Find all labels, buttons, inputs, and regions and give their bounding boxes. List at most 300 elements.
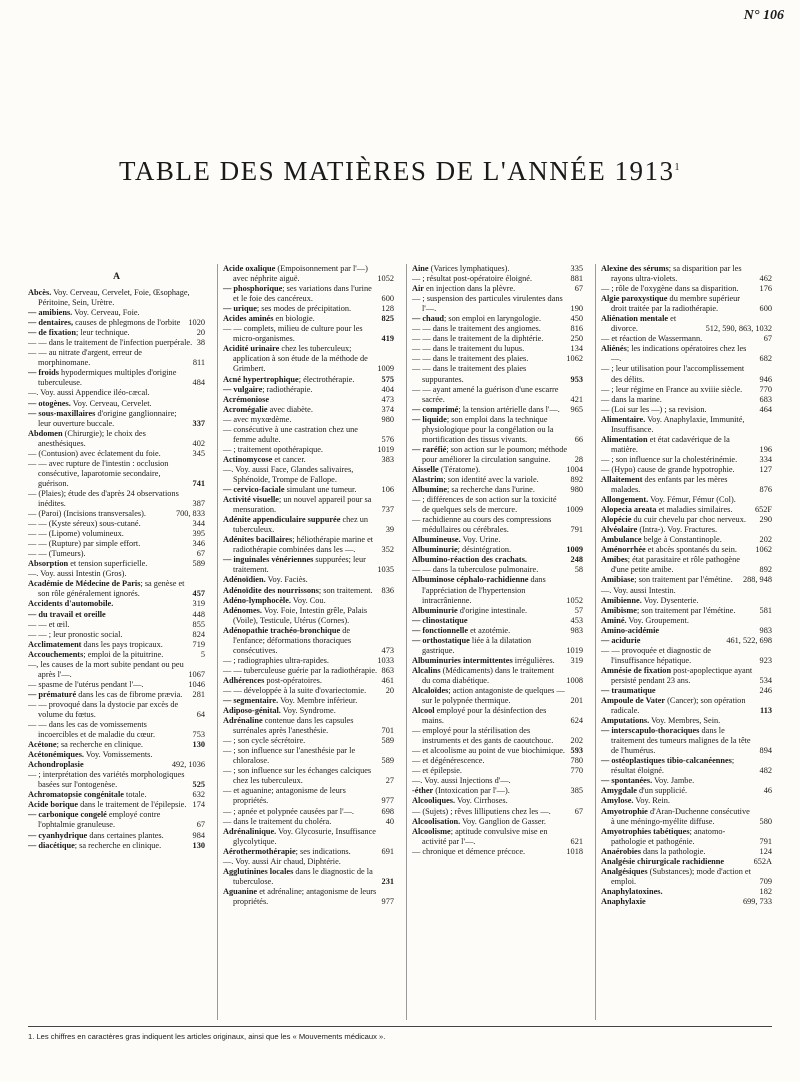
entry-text xyxy=(28,659,184,680)
entry-page-ref: 461 xyxy=(381,675,394,685)
entry-term: Ampoule de Vater xyxy=(601,696,666,706)
entry-description: chez les tuberculeux; application à son étude de la méthode de Grimbert. xyxy=(233,344,368,374)
entry-description: (Substances); mode d'action et emploi. xyxy=(611,866,751,886)
index-entry xyxy=(223,696,394,706)
entry-description: — (Sujets) ; rêves lilliputiens chez les —. xyxy=(412,806,551,816)
entry-page-ref: 337 xyxy=(192,418,205,428)
index-entry xyxy=(412,515,583,535)
index-entry xyxy=(412,656,583,666)
entry-page-ref: 589 xyxy=(381,756,394,766)
entry-text xyxy=(223,404,378,415)
entry-text xyxy=(223,806,378,817)
entry-text xyxy=(28,720,189,740)
entry-text xyxy=(412,655,567,666)
entry-text xyxy=(223,414,378,425)
entry-text xyxy=(601,645,756,666)
entry-page-ref: 402 xyxy=(192,438,205,448)
entry-term: Albuminurie xyxy=(412,605,458,615)
index-entry xyxy=(412,847,583,857)
index-entry xyxy=(412,465,583,475)
entry-page-ref: 984 xyxy=(192,830,205,840)
index-entry xyxy=(412,626,583,636)
entry-description: — ; rôle de l'oxygène dans sa disparition. xyxy=(601,284,739,294)
entry-text xyxy=(601,575,739,585)
entry-text xyxy=(412,485,567,495)
entry-text xyxy=(223,495,378,515)
entry-text xyxy=(223,485,378,495)
entry-description: ; son emploi dans la technique physiologique pour la congélation ou la mortification des tissus vivants. xyxy=(422,414,554,444)
index-entry xyxy=(412,475,583,485)
entry-text xyxy=(28,529,189,539)
entry-page-ref: 855 xyxy=(192,619,205,629)
index-entry xyxy=(28,409,205,429)
entry-page-ref: 453 xyxy=(570,615,583,625)
entry-term: Acétone xyxy=(28,740,57,750)
index-entry xyxy=(412,344,583,354)
entry-page-ref: 780 xyxy=(570,756,583,766)
entry-term: Alastrim xyxy=(412,474,444,484)
entry-term: Amyotrophie xyxy=(601,806,648,816)
entry-page-ref: 741 xyxy=(192,478,205,488)
index-entry xyxy=(601,646,772,666)
entry-term: Alcoolisation. xyxy=(412,816,461,826)
entry-description: — — au nitrate d'argent, erreur de morphinomane. xyxy=(28,348,142,368)
entry-page-ref: 1019 xyxy=(566,645,583,655)
entry-description: Voy. Membre inférieur. xyxy=(278,696,358,706)
entry-term: Amino-acidémie xyxy=(601,625,660,635)
entry-page-ref: 811 xyxy=(192,358,205,368)
entry-text xyxy=(601,615,768,626)
entry-term: Amibisme xyxy=(601,605,637,615)
entry-text xyxy=(223,344,373,374)
entry-text xyxy=(601,535,756,545)
entry-text xyxy=(28,569,201,579)
entry-text xyxy=(223,374,378,385)
entry-term: Albumineuse. xyxy=(412,535,461,545)
entry-description: de l'enfance; déformations thoraciques consécutives. xyxy=(233,625,352,655)
entry-page-ref: 719 xyxy=(192,639,205,649)
index-entry xyxy=(223,596,394,606)
entry-description: ; aptitude convulsive mise en activité par l'—. xyxy=(422,826,548,846)
entry-text xyxy=(601,786,760,796)
entry-text xyxy=(28,308,201,318)
entry-term: — clinostatique xyxy=(412,615,468,625)
entry-description: — et réaction de Wassermann. xyxy=(601,334,703,344)
entry-description: ; sa disparition par les rayons ultra-violets. xyxy=(611,264,742,284)
index-entry xyxy=(412,817,583,827)
entry-description: (Varices lymphatiques). xyxy=(428,264,510,273)
entry-text xyxy=(28,539,189,549)
index-entry xyxy=(223,586,394,596)
entry-text xyxy=(223,575,390,585)
index-entry xyxy=(28,288,205,308)
entry-description: avec diabète. xyxy=(267,404,313,414)
entry-page-ref: 1046 xyxy=(188,679,205,689)
entry-text xyxy=(412,685,567,706)
entry-description: —. Voy. aussi Injections d'—. xyxy=(412,776,511,786)
index-entry xyxy=(28,640,205,650)
entry-page-ref: 600 xyxy=(381,294,394,304)
entry-term: — interscapulo-thoraciques xyxy=(601,726,700,736)
entry-text xyxy=(223,535,378,555)
entry-term: Aguanine xyxy=(223,886,258,896)
entry-text xyxy=(28,830,189,841)
entry-page-ref: 824 xyxy=(192,629,205,639)
index-entry xyxy=(601,867,772,887)
entry-text xyxy=(601,635,722,646)
entry-description: — — avec rupture de l'intestin : occlusion consécutive, laparotomie secondaire, guérison. xyxy=(28,458,169,488)
entry-term: Actinomycose xyxy=(223,454,273,464)
entry-description: Voy. Urine. xyxy=(460,535,501,545)
index-entry xyxy=(601,616,772,626)
entry-description: ; désintégration. xyxy=(457,545,512,555)
entry-page-ref: 923 xyxy=(759,655,772,665)
entry-page-ref: 816 xyxy=(570,324,583,334)
entry-page-ref: 983 xyxy=(759,625,772,635)
index-entry xyxy=(28,660,205,680)
entry-description: — ; traitement opothérapique. xyxy=(223,444,323,454)
index-entry xyxy=(601,897,772,907)
entry-term: — phosphorique xyxy=(223,284,283,294)
entry-page-ref: 419 xyxy=(381,334,394,344)
entry-term: — prématuré xyxy=(28,689,77,699)
entry-description: dans l'appréciation de l'hypertension intracrânienne. xyxy=(422,575,546,605)
entry-text xyxy=(28,800,189,810)
index-entry xyxy=(601,776,772,786)
entry-term: Alimentaire. xyxy=(601,414,646,424)
entry-text xyxy=(601,595,768,606)
entry-description: (Tératome). xyxy=(438,464,481,474)
index-entry xyxy=(223,344,394,374)
index-entry xyxy=(412,535,583,545)
entry-text xyxy=(223,595,390,606)
entry-text xyxy=(223,424,378,445)
entry-description: — — provoqué dans la dystocie par excès de volume du fœtus. xyxy=(28,699,179,719)
entry-page-ref: 589 xyxy=(381,736,394,746)
entry-description: causes de phlegmons de l'orbite xyxy=(73,318,181,328)
entry-text xyxy=(28,519,189,529)
entry-term: Achromatopsie congénitale xyxy=(28,790,124,800)
index-entry xyxy=(412,485,583,495)
entry-term: Aliénation mentale xyxy=(601,314,669,324)
entry-text xyxy=(412,776,579,786)
index-entry xyxy=(412,415,583,445)
entry-text xyxy=(601,264,756,284)
entry-description: Voy. Cou. xyxy=(290,595,326,605)
entry-term: Acides aminés xyxy=(223,314,274,324)
entry-text xyxy=(601,886,756,897)
entry-description: simulant une tumeur. xyxy=(284,485,357,495)
entry-term: Ambulance xyxy=(601,535,642,545)
entry-page-ref: 953 xyxy=(570,374,583,384)
index-entry xyxy=(412,445,583,465)
entry-description: Voy. Vomissements. xyxy=(84,750,153,760)
entry-description: —. Voy. aussi Face, Glandes salivaires, Sphénoïde, Trompe de Fallope. xyxy=(223,464,354,484)
entry-text xyxy=(28,579,189,599)
entry-page-ref: 1062 xyxy=(566,354,583,364)
entry-text xyxy=(28,790,189,800)
entry-text xyxy=(223,846,378,857)
index-entry xyxy=(412,766,583,776)
entry-text xyxy=(412,756,567,766)
entry-description: — — dans le traitement du lupus. xyxy=(412,344,525,354)
entry-description: — ; différences de son action sur la toxicité de quelques sels de mercure. xyxy=(412,495,557,515)
index-entry xyxy=(28,841,205,851)
entry-term: Achondroplasie xyxy=(28,760,84,770)
entry-description: Voy. Ganglion de Gasser. xyxy=(460,816,546,826)
entry-text xyxy=(28,368,189,388)
entry-text xyxy=(223,304,378,314)
entry-term: Allaitement xyxy=(601,474,643,484)
entry-description: ; ses indications. xyxy=(295,846,351,856)
entry-text xyxy=(412,726,567,746)
entry-page-ref: 683 xyxy=(759,394,772,404)
index-column-4 xyxy=(595,264,772,1020)
entry-text xyxy=(601,826,756,847)
index-entry xyxy=(28,620,205,630)
entry-text xyxy=(412,515,567,535)
entry-page-ref: 67 xyxy=(763,334,772,344)
entry-page-ref: 1062 xyxy=(755,545,772,555)
entry-term: — liquide xyxy=(412,414,447,424)
index-entry xyxy=(601,596,772,606)
entry-page-ref: 182 xyxy=(759,886,772,896)
entry-description: ; les indications opératoires chez les —. xyxy=(611,344,747,364)
entry-page-ref: 980 xyxy=(570,485,583,495)
index-entry xyxy=(412,545,583,555)
entry-text xyxy=(28,740,189,750)
entry-page-ref: 632 xyxy=(192,790,205,800)
index-entry xyxy=(601,475,772,495)
entry-text xyxy=(223,555,373,575)
entry-text xyxy=(412,334,567,344)
entry-text xyxy=(601,625,756,636)
index-entry xyxy=(223,405,394,415)
entry-text xyxy=(412,404,567,415)
entry-page-ref: 876 xyxy=(759,485,772,495)
entry-description: (Cancer); son opération radicale. xyxy=(611,696,746,716)
entry-page-ref: 130 xyxy=(192,740,205,750)
footnote-divider xyxy=(28,1026,772,1027)
index-entry xyxy=(28,831,205,841)
entry-text xyxy=(412,786,567,796)
section-letter: A xyxy=(113,272,120,282)
entry-page-ref: 977 xyxy=(381,796,394,806)
entry-page-ref: 791 xyxy=(570,525,583,535)
entry-description: ; héliothérapie marine et radiothérapie combinées dans les —. xyxy=(233,535,374,555)
entry-page-ref: 395 xyxy=(192,529,205,539)
entry-page-ref: 174 xyxy=(192,800,205,810)
index-entry xyxy=(28,529,205,539)
entry-page-ref: 892 xyxy=(570,474,583,484)
entry-text xyxy=(223,464,390,485)
index-entry xyxy=(412,807,583,817)
index-entry xyxy=(28,770,205,790)
index-entry xyxy=(601,606,772,616)
entry-description: (Médicaments) dans le traitement du coma diabétique. xyxy=(422,665,554,685)
entry-page-ref: 482 xyxy=(759,766,772,776)
entry-page-ref: 202 xyxy=(759,535,772,545)
entry-term: Amygdale xyxy=(601,786,637,796)
index-entry xyxy=(223,817,394,827)
entry-page-ref: 863 xyxy=(381,665,394,675)
entry-text xyxy=(28,549,193,559)
entry-text xyxy=(28,840,189,851)
entry-description: (Intoxication par l'—). xyxy=(433,786,510,796)
index-entry xyxy=(28,509,205,519)
entry-text xyxy=(601,384,756,395)
entry-page-ref: 1009 xyxy=(377,364,394,374)
entry-text xyxy=(28,649,197,660)
entry-description: Voy. Syndrome. xyxy=(280,706,336,716)
entry-description: — employé pour la stérilisation des instruments et des gants de caoutchouc. xyxy=(412,726,554,746)
entry-text xyxy=(601,394,756,405)
index-column-2 xyxy=(217,264,394,1020)
index-entry xyxy=(28,579,205,599)
entry-description: — ; leur utilisation pour l'accomplissement des délits. xyxy=(601,364,745,384)
title-footnote-marker: 1 xyxy=(674,162,681,174)
entry-description: Voy. Faciès. xyxy=(265,575,308,585)
entry-page-ref: 281 xyxy=(192,689,205,699)
entry-text xyxy=(223,856,390,867)
index-entry xyxy=(601,505,772,515)
index-entry xyxy=(223,455,394,465)
entry-text xyxy=(601,505,751,515)
index-entry xyxy=(223,445,394,455)
entry-text xyxy=(223,716,378,736)
index-entry xyxy=(412,385,583,405)
index-entry xyxy=(601,525,772,535)
entry-page-ref: 1019 xyxy=(377,444,394,454)
entry-term: — raréfié xyxy=(412,444,447,454)
entry-page-ref: 1052 xyxy=(377,274,394,284)
entry-description: ; action antagoniste de quelques — sur le polypnée thermique. xyxy=(422,685,565,706)
entry-text xyxy=(223,655,373,666)
index-entry xyxy=(223,324,394,344)
entry-page-ref: 691 xyxy=(381,846,394,856)
index-entry xyxy=(223,686,394,696)
entry-text xyxy=(601,866,756,887)
entry-page-ref: 980 xyxy=(381,414,394,424)
entry-text xyxy=(412,464,562,475)
entry-description: ; électrothérapie. xyxy=(298,374,355,384)
index-entry xyxy=(412,555,583,565)
entry-text xyxy=(28,428,189,449)
index-entry xyxy=(28,489,205,509)
index-entry xyxy=(28,790,205,800)
index-entry xyxy=(223,606,394,626)
entry-page-ref: 334 xyxy=(759,454,772,464)
entry-text xyxy=(223,264,373,284)
entry-description: — et aguanine; antagonisme de leurs propriétés. xyxy=(223,786,346,806)
index-entry xyxy=(412,746,583,756)
entry-term: Amyotrophies tabétiques xyxy=(601,826,690,836)
entry-description: — avec myxœdème. xyxy=(223,414,292,424)
entry-term: Analgésie chirurgicale rachidienne xyxy=(601,856,725,866)
index-entry xyxy=(601,586,772,596)
entry-text xyxy=(412,324,567,334)
entry-term: Amibiase xyxy=(601,575,635,585)
entry-text xyxy=(412,354,562,364)
entry-term: Albumine xyxy=(412,485,448,495)
entry-text xyxy=(28,599,189,609)
entry-page-ref: 1033 xyxy=(377,655,394,665)
entry-term: Acide borique xyxy=(28,800,79,810)
index-entry xyxy=(601,465,772,475)
entry-description: (Intra-). Voy. Fractures. xyxy=(637,525,718,535)
entry-text xyxy=(28,408,189,429)
index-entry xyxy=(601,294,772,314)
entry-description: et adrénaline; antagonisme de leurs propriétés. xyxy=(233,886,377,906)
entry-description: employé pour la désinfection des mains. xyxy=(422,706,547,726)
entry-term: Acide oxalique xyxy=(223,264,276,273)
entry-page-ref: 38 xyxy=(196,338,205,348)
entry-text xyxy=(601,294,756,314)
entry-text xyxy=(412,615,567,626)
index-entry xyxy=(412,827,583,847)
entry-page-ref: 652F xyxy=(754,505,772,515)
entry-description: — — dans le traitement des plaies. xyxy=(412,354,529,364)
entry-text xyxy=(601,314,702,334)
entry-page-ref: 473 xyxy=(381,645,394,655)
entry-description: post-apoplectique ayant persisté pendant 23 ans. xyxy=(611,665,753,685)
entry-page-ref: 473 xyxy=(381,394,394,404)
entry-description: en injection dans la plèvre. xyxy=(423,284,516,294)
entry-term: Adrénalinique. xyxy=(223,826,277,836)
entry-text xyxy=(601,896,739,907)
entry-term: Albuminurie xyxy=(412,545,458,555)
index-entry xyxy=(601,575,772,585)
entry-term: — inguinales vénériennes xyxy=(223,555,314,565)
entry-page-ref: 600 xyxy=(759,304,772,314)
entry-page-ref: 1009 xyxy=(566,545,583,555)
entry-term: Aisselle xyxy=(412,464,439,474)
index-entry xyxy=(601,887,772,897)
entry-page-ref: 576 xyxy=(381,434,394,444)
entry-description: et cancer. xyxy=(272,454,306,464)
entry-text xyxy=(223,766,382,786)
entry-text xyxy=(601,605,756,616)
entry-text xyxy=(223,736,378,746)
entry-page-ref: 46 xyxy=(763,786,772,796)
index-entry xyxy=(601,696,772,716)
entry-text xyxy=(28,398,201,409)
entry-description: — — (Rupture) par simple effort. xyxy=(28,539,141,549)
index-entry xyxy=(223,656,394,666)
entry-description: Voy. Glycosurie, Insuffisance glycolytique. xyxy=(233,826,376,846)
entry-text xyxy=(412,364,567,384)
index-entry xyxy=(412,776,583,786)
entry-description: d'origine ganglionnaire; leur ouverture buccale. xyxy=(38,408,177,428)
entry-description: dans la pathologie. xyxy=(640,846,706,856)
entry-text xyxy=(28,388,201,398)
entry-text xyxy=(223,625,378,656)
index-entry xyxy=(28,368,205,388)
entry-page-ref: 20 xyxy=(385,685,394,695)
index-entry xyxy=(223,786,394,806)
index-entry xyxy=(412,786,583,796)
index-entry xyxy=(223,284,394,304)
entry-description: — dans le traitement du choléra. xyxy=(223,816,332,826)
entry-text xyxy=(28,559,189,569)
entry-term: Acétonémiques. xyxy=(28,750,84,760)
entry-description: et tension superficielle. xyxy=(68,559,148,569)
title-text: TABLE DES MATIÈRES DE L'ANNÉE 1913 xyxy=(119,156,675,187)
index-entry xyxy=(28,338,205,348)
entry-term: Acidité urinaire xyxy=(223,344,280,354)
entry-text xyxy=(412,495,562,515)
entry-page-ref: 387 xyxy=(192,498,205,508)
